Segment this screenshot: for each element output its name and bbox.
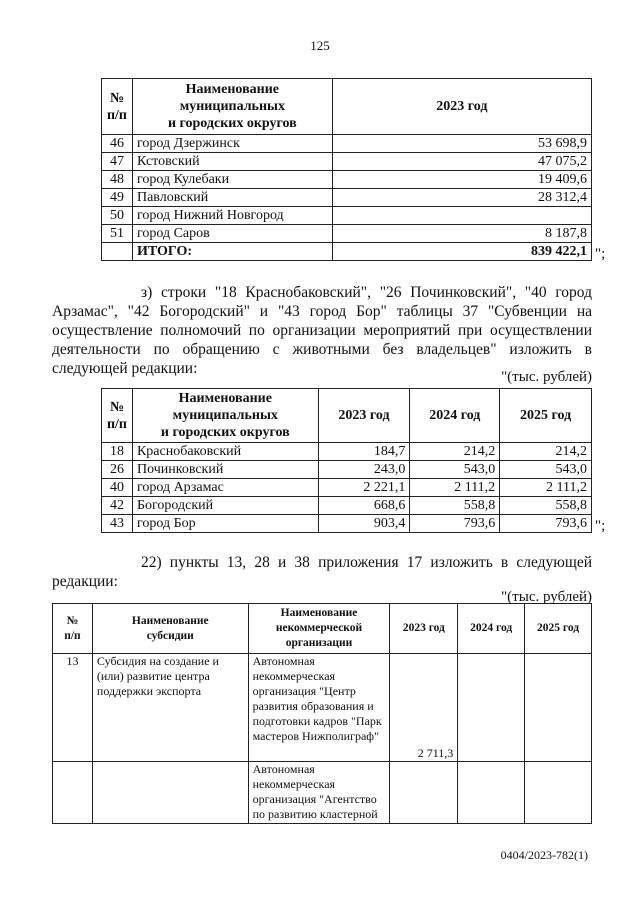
col-header-2024: 2024 год <box>410 389 500 443</box>
row-name: город Саров <box>132 225 332 243</box>
units-label-2: "(тыс. рублей) <box>501 589 592 605</box>
row-2023: 8 187,8 <box>332 225 591 243</box>
row-2025 <box>525 654 592 762</box>
row-2024: 543,0 <box>410 461 500 479</box>
table2-suffix: "; <box>595 518 606 534</box>
row-num: 49 <box>102 189 133 207</box>
col-header-org: Наименование некоммерческой организации <box>248 604 390 654</box>
page-number: 125 <box>310 38 330 53</box>
row-name: город Кулебаки <box>132 171 332 189</box>
table-row <box>102 171 592 189</box>
col-header-2023: 2023 год <box>390 604 458 654</box>
row-name: Богородский <box>132 497 318 515</box>
row-2025: 543,0 <box>500 461 592 479</box>
row-name: город Дзержинск <box>132 135 332 153</box>
row-2023: 243,0 <box>318 461 410 479</box>
row-name: город Арзамас <box>132 479 318 497</box>
row-num: 26 <box>102 461 133 479</box>
municipal-table-1 <box>101 78 592 261</box>
row-num: 51 <box>102 225 133 243</box>
table-row <box>102 225 592 243</box>
row-2024: 2 111,2 <box>410 479 500 497</box>
row-name: Павловский <box>132 189 332 207</box>
units-label-1: "(тыс. рублей) <box>501 369 592 385</box>
col-header-num: № п/п <box>102 79 133 135</box>
row-2023: 2 221,1 <box>318 479 410 497</box>
row-num: 43 <box>102 515 133 533</box>
row-2025: 214,2 <box>500 443 592 461</box>
row-2023: 903,4 <box>318 515 410 533</box>
row-name: Краснобаковский <box>132 443 318 461</box>
row-num: 18 <box>102 443 133 461</box>
row-2024: 793,6 <box>410 515 500 533</box>
col-header-2023: 2023 год <box>332 79 591 135</box>
table1-suffix: "; <box>595 246 606 262</box>
row-subsidy <box>92 762 248 824</box>
row-2024: 558,8 <box>410 497 500 515</box>
row-name: Кстовский <box>132 153 332 171</box>
row-2024 <box>458 762 525 824</box>
row-name: город Бор <box>132 515 318 533</box>
col-header-2023: 2023 год <box>318 389 410 443</box>
row-subsidy: Субсидия на создание и (или) развитие центра поддержки экспорта <box>92 654 248 762</box>
table-row <box>102 153 592 171</box>
document-footer-code: 0404/2023-782(1) <box>500 848 588 862</box>
col-header-num: № п/п <box>102 389 133 443</box>
row-2025: 793,6 <box>500 515 592 533</box>
paragraph-amendment-z: з) строки "18 Краснобаковский", "26 Починковский", "40 город Арзамас", "42 Богородский" и "43 город Бор" таблицы 37 "Субвенции на осуществление полномочий по организации мероприятий при осуществлении деятельности по обращению с животными без владельцев" изложить в следующей редакции: <box>52 284 592 377</box>
col-header-name: Наименование муниципальных и городских округов <box>132 389 318 443</box>
row-num: 48 <box>102 171 133 189</box>
col-header-subsidy: Наименование субсидии <box>92 604 248 654</box>
row-2023: 28 312,4 <box>332 189 591 207</box>
table-row <box>102 207 592 225</box>
table-row <box>102 497 592 515</box>
table-row <box>102 189 592 207</box>
row-2023: 53 698,9 <box>332 135 591 153</box>
row-num: 42 <box>102 497 133 515</box>
row-2023 <box>332 207 591 225</box>
row-num: 13 <box>53 654 93 762</box>
row-num: 47 <box>102 153 133 171</box>
col-header-2025: 2025 год <box>525 604 592 654</box>
row-num <box>53 762 93 824</box>
row-num: 46 <box>102 135 133 153</box>
total-row <box>102 243 592 261</box>
subsidy-table <box>52 603 592 824</box>
row-2024: 214,2 <box>410 443 500 461</box>
total-value: 839 422,1 <box>332 243 591 261</box>
paragraph-item-22: 22) пункты 13, 28 и 38 приложения 17 изложить в следующей редакции: <box>52 554 592 590</box>
table-row <box>102 443 592 461</box>
table-row <box>53 762 592 824</box>
table-row <box>102 479 592 497</box>
row-2023 <box>390 762 458 824</box>
municipal-table-2 <box>101 388 592 533</box>
table-row <box>102 135 592 153</box>
row-2023: 668,6 <box>318 497 410 515</box>
row-2024 <box>458 654 525 762</box>
row-2025: 2 111,2 <box>500 479 592 497</box>
row-2025: 558,8 <box>500 497 592 515</box>
row-name: Починковский <box>132 461 318 479</box>
col-header-2025: 2025 год <box>500 389 592 443</box>
row-name: город Нижний Новгород <box>132 207 332 225</box>
row-2023: 19 409,6 <box>332 171 591 189</box>
row-2023: 184,7 <box>318 443 410 461</box>
total-label: ИТОГО: <box>132 243 332 261</box>
table-row <box>102 461 592 479</box>
row-num: 40 <box>102 479 133 497</box>
row-org: Автономная некоммерческая организация "Агентство по развитию кластерной <box>248 762 390 824</box>
table-row <box>53 654 592 762</box>
col-header-num: № п/п <box>53 604 93 654</box>
table-row <box>102 515 592 533</box>
row-org: Автономная некоммерческая организация "Центр развития образования и подготовки кадров "Парк мастеров Нижполиграф" <box>248 654 390 762</box>
row-2025 <box>525 762 592 824</box>
row-2023: 47 075,2 <box>332 153 591 171</box>
col-header-name: Наименование муниципальных и городских округов <box>132 79 332 135</box>
row-num: 50 <box>102 207 133 225</box>
col-header-2024: 2024 год <box>458 604 525 654</box>
row-2023: 2 711,3 <box>390 654 458 762</box>
